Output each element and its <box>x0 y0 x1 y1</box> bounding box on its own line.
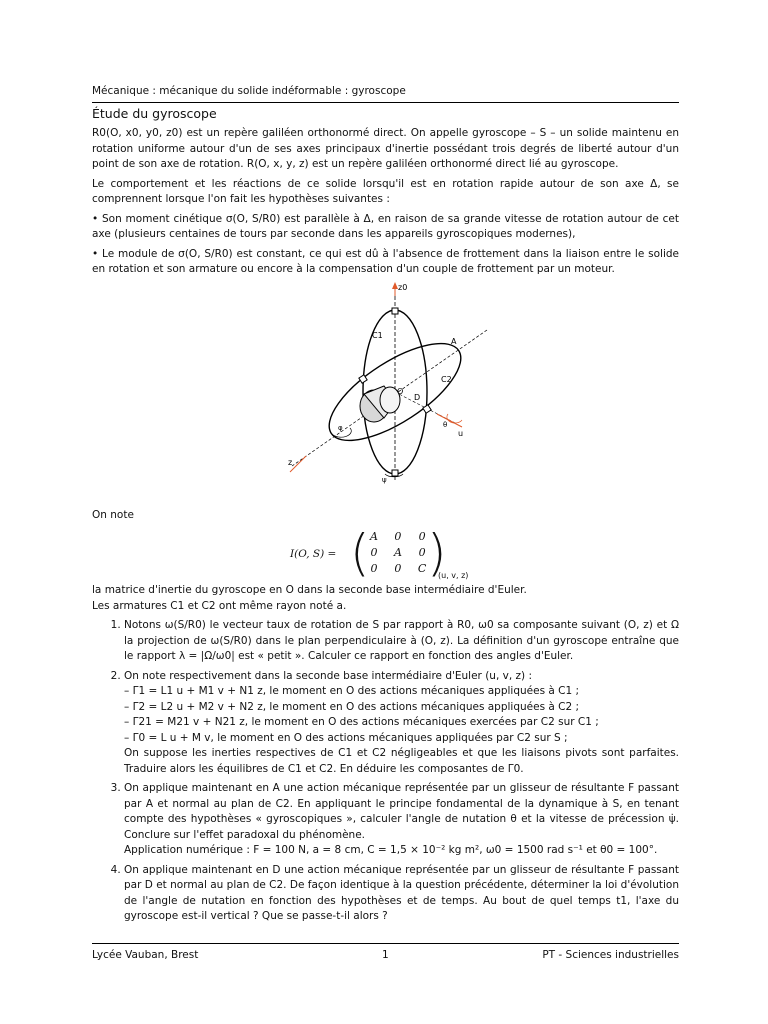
hypothesis-2: • Le module de σ(O, S/R0) est constant, ce qui est dû à l'absence de frottement dans la liaison entre le solide en rotation et son armature ou encore à la compensation d'un couple de frottement par un moteur. <box>92 247 679 275</box>
label-o: O <box>397 386 404 396</box>
matrix-lhs: I(O, S) = <box>290 548 337 560</box>
matrix-cell: A <box>393 546 402 560</box>
matrix-cell: A <box>370 530 378 544</box>
moment-line: – Γ21 = M21 v + N21 z, le moment en O des actions mécaniques exercées par C2 sur C1 ; <box>124 716 599 728</box>
matrix-cell: 0 <box>370 546 378 560</box>
matrix-caption: la matrice d'inertie du gyroscope en O dans la seconde base intermédiaire d'Euler. <box>92 584 527 596</box>
question-1-text: Notons ω(S/R0) le vecteur taux de rotation de S par rapport à R0, ω0 sa composante suivant (O, z) et Ω la projection de ω(S/R0) dans le plan perpendiculaire à (O, z). La définition d'un gyroscope entraîne que le rapport λ = |Ω/ω0| est « petit ». Calculer ce rapport en fonction des angles d'Euler. <box>124 619 679 662</box>
label-u: u <box>458 428 464 438</box>
label-d: D <box>414 392 421 402</box>
inertia-matrix <box>92 524 679 583</box>
gyroscope-diagram <box>92 282 679 502</box>
question-2-intro: 2. On note respectivement dans la seconde base intermédiaire d'Euler (u, v, z) : <box>124 669 532 682</box>
question-1 <box>124 618 679 665</box>
footer-right: PT - Sciences industrielles <box>542 949 679 961</box>
matrix-table <box>362 529 434 577</box>
right-paren: ) <box>427 524 447 582</box>
question-4-text: On applique maintenant en D une action mécanique représentée par un glisseur de résultante F passant par D et normal au plan de C2. De façon identique à la question précédente, déterminer la loi d'évolution de l'angle de nutation en fonction des hypothèses et de temps. Au bout de quel temps t1, l'axe du gyroscope est-il vertical ? Que se passe-t-il alors ? <box>124 863 679 922</box>
label-c2: C2 <box>441 374 452 384</box>
question-2-end: On suppose les inerties respectives de C1 et C2 négligeables et que les liaisons pivots sont parfaites. Traduire alors les équilibres de C1 et C2. En déduire les composantes de Γ0. <box>124 747 679 775</box>
label-c1: C1 <box>372 330 383 340</box>
numeric-application: Application numérique : F = 100 N, a = 8 cm, C = 1,5 × 10⁻² kg m², ω0 = 1500 rad s⁻¹ et θ0 = 100°. <box>124 844 658 856</box>
on-note: On note <box>92 508 134 521</box>
footer-left: Lycée Vauban, Brest <box>92 949 199 961</box>
gyroscope-figure <box>92 282 679 502</box>
question-3 <box>124 781 679 859</box>
running-header: Mécanique : mécanique du solide indéformable : gyroscope <box>92 85 406 97</box>
question-3-text: On applique maintenant en A une action mécanique représentée par un glisseur de résultante F passant par A et normal au plan de C2. En appliquant le principe fondamental de la dynamique à S, en tenant compte des hypothèses « gyroscopiques », calculer l'angle de nutation θ et la vitesse de précession ψ̇. Conclure sur l'effet paradoxal du phénomène. <box>124 782 679 841</box>
matrix-cell: 0 <box>418 546 426 560</box>
page-content <box>92 84 679 929</box>
question-list <box>92 618 679 925</box>
question-4 <box>124 863 679 925</box>
label-psi: ψ <box>382 475 387 484</box>
armatures-note: Les armatures C1 et C2 ont même rayon noté a. <box>92 599 347 612</box>
footer-rule <box>92 943 679 944</box>
section-title: Étude du gyroscope <box>92 105 217 121</box>
moment-line: – Γ0 = L u + M v, le moment en O des actions mécaniques appliquées par C2 sur S ; <box>124 731 568 744</box>
label-a: A <box>451 336 457 346</box>
label-z: z <box>288 457 293 467</box>
matrix-cell: C <box>417 562 427 576</box>
label-theta: θ <box>443 420 448 429</box>
label-z0: z0 <box>398 282 408 292</box>
hypothesis-1: • Son moment cinétique σ(O, S/R0) est parallèle à Δ, en raison de sa grande vitesse de rotation autour de cet axe (plusieurs centaines de tours par seconde dans les appareils gyroscopiques modernes), <box>92 212 679 240</box>
matrix-cell: 0 <box>418 530 426 544</box>
left-paren: ( <box>350 524 370 582</box>
matrix-cell: 0 <box>394 562 402 576</box>
matrix-cell: 0 <box>370 562 378 576</box>
moment-line: – Γ2 = L2 u + M2 v + N2 z, le moment en O des actions mécaniques appliquées à C2 ; <box>124 700 580 713</box>
label-phi: φ <box>338 423 343 432</box>
header-rule <box>92 102 679 103</box>
matrix-basis: (u, v, z) <box>438 571 469 580</box>
matrix-cell: 0 <box>394 530 402 544</box>
question-2 <box>124 669 679 778</box>
page-number: 1 <box>382 949 389 961</box>
intro-paragraph-2: Le comportement et les réactions de ce solide lorsqu'il est en rotation rapide autour de son axe Δ, se comprennent lorsque l'on fait les hypothèses suivantes : <box>92 177 679 205</box>
moment-line: – Γ1 = L1 u + M1 v + N1 z, le moment en O des actions mécaniques appliquées à C1 ; <box>124 685 580 697</box>
intro-paragraph-1: R0(O, x0, y0, z0) est un repère galiléen orthonormé direct. On appelle gyroscope – S – un solide maintenu en rotation uniforme autour d'un de ses axes principaux d'inertie possédant trois degrés de liberté autour d'un point de son axe de rotation. R(O, x, y, z) est un repère galiléen orthonormé direct lié au gyroscope. <box>92 127 679 170</box>
